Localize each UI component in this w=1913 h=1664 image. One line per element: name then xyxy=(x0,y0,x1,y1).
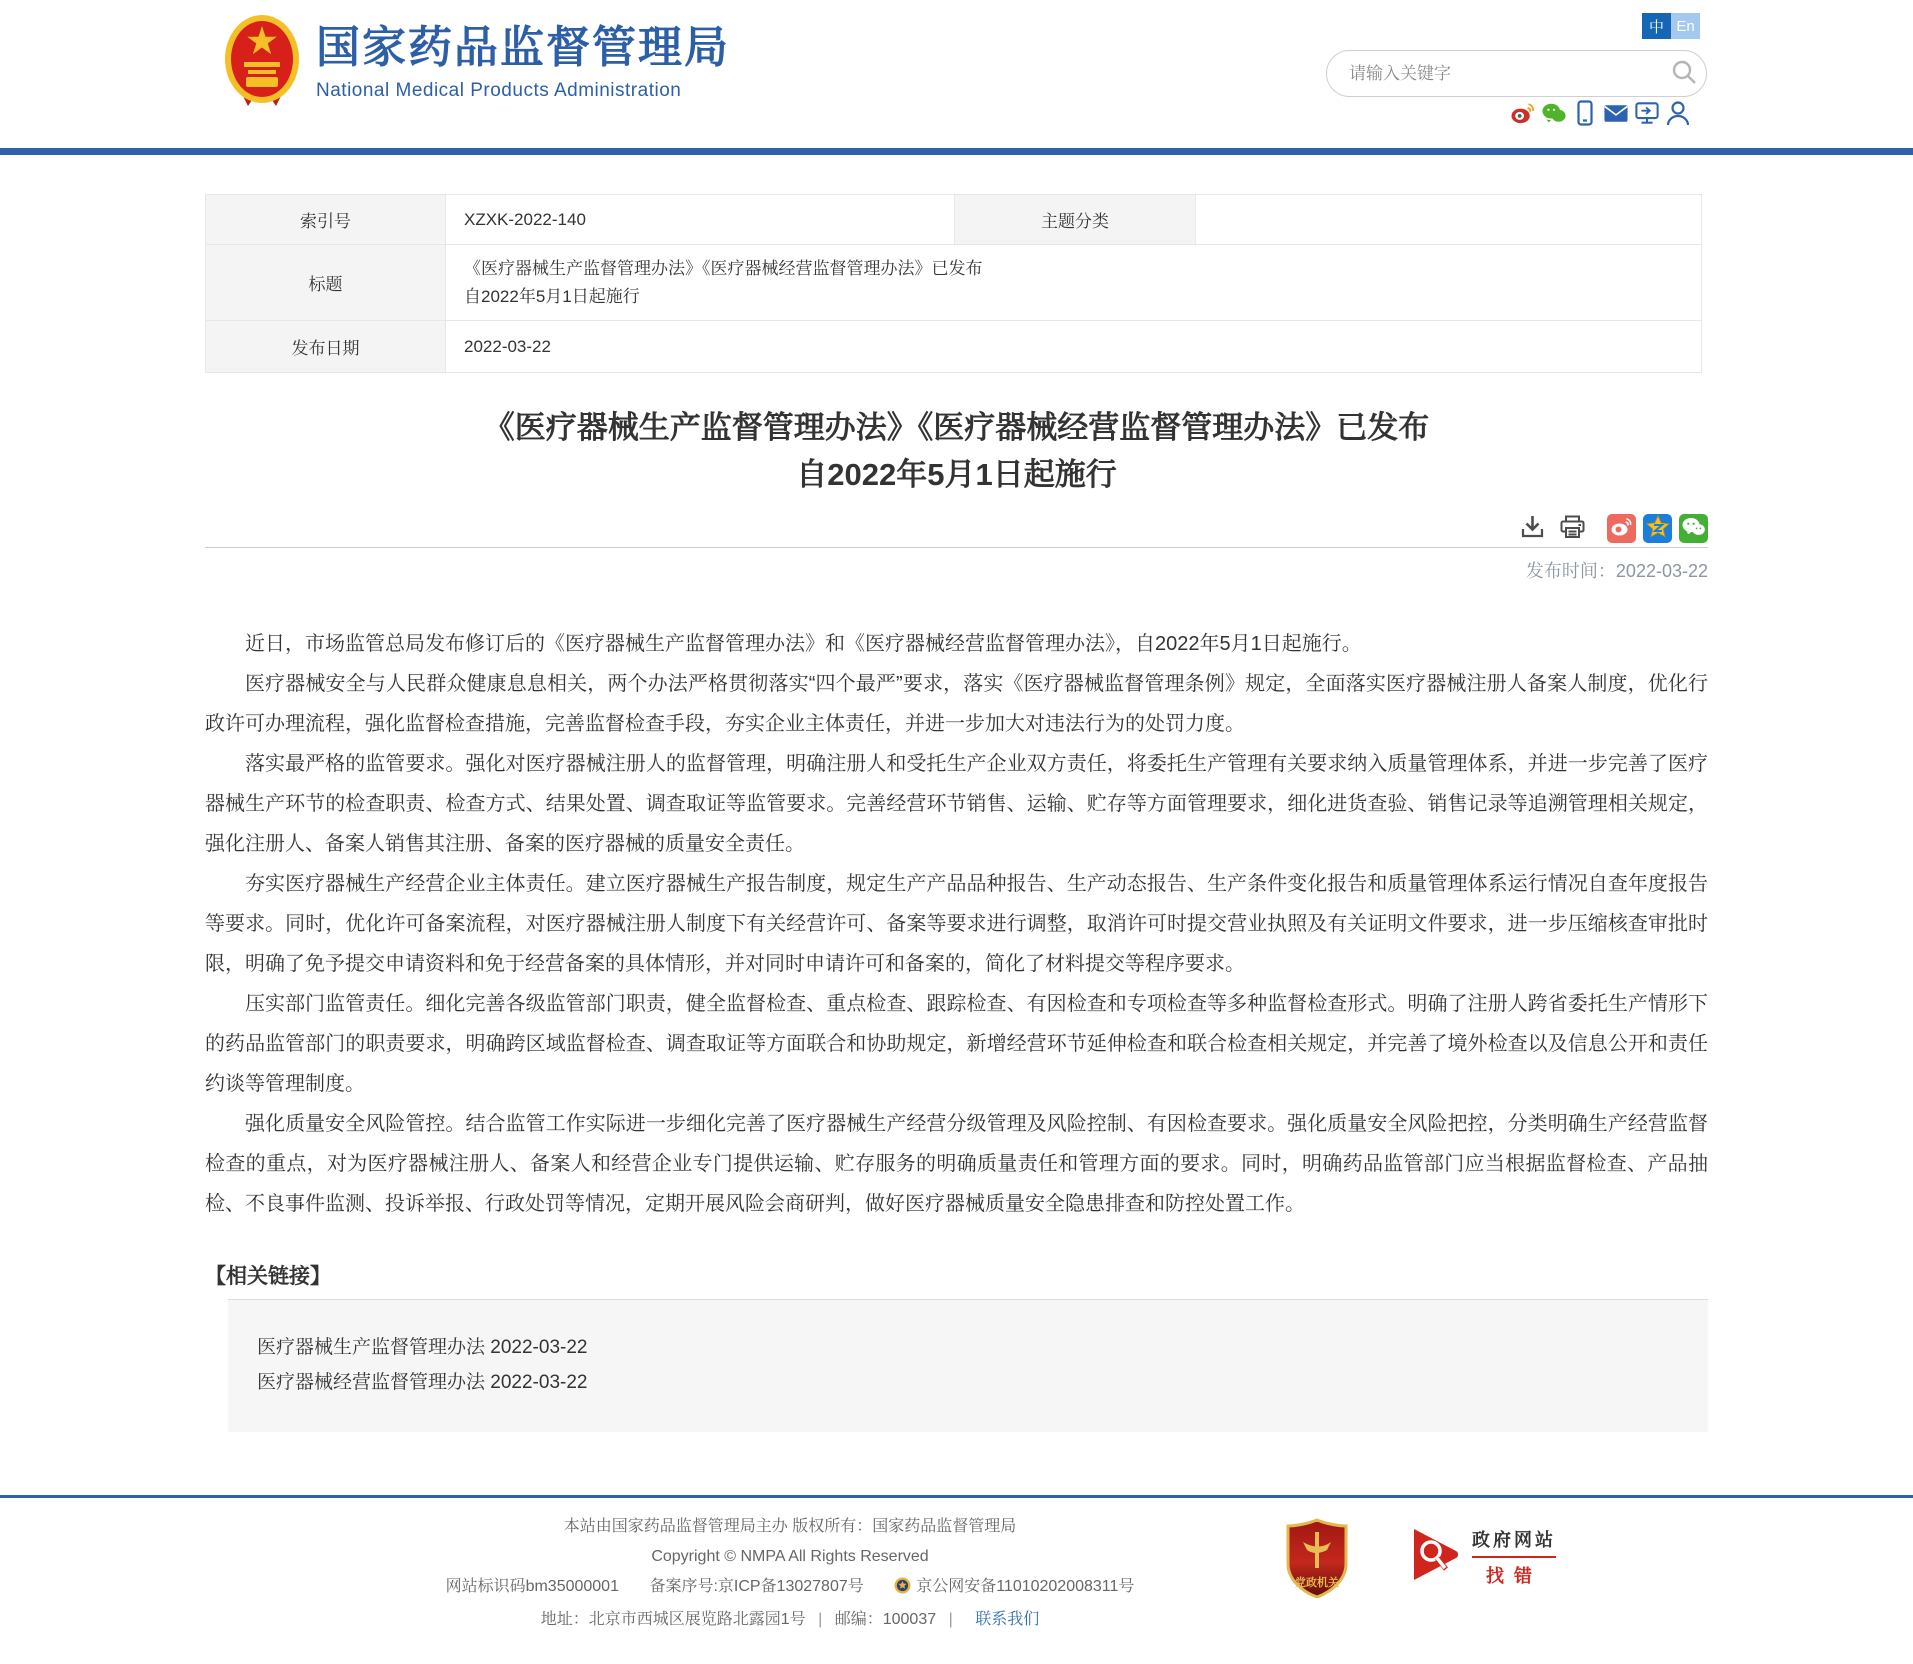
search-box xyxy=(1326,50,1707,97)
separator: | xyxy=(818,1611,823,1628)
meta-label-date: 发布日期 xyxy=(206,321,446,373)
lang-zh-button[interactable]: 中 xyxy=(1642,13,1671,39)
meta-label-index: 索引号 xyxy=(206,195,446,245)
badge-dangzheng-text: 党政机关 xyxy=(1295,1577,1339,1589)
share-wechat-button[interactable] xyxy=(1679,514,1708,543)
site-code: 网站标识码bm35000001 xyxy=(445,1578,619,1595)
paragraph: 强化质量安全风险管控。结合监管工作实际进一步细化完善了医疗器械生产经营分级管理及风险控制、有因检查要求。强化质量安全风险把控，分类明确生产经营监督检查的重点，对为医疗器械注册人、备案人和经营企业专门提供运输、贮存服务的明确质量责任和管理方面的要求。同时，明确药品监管部门应当根据监督检查、产品抽检、不良事件监测、投诉举报、行政处罚等情况，定期开展风险会商研判，做好医疗器械质量安全隐患排查和防控处置工作。 xyxy=(205,1113,1708,1215)
meta-value-date: 2022-03-22 xyxy=(446,321,1702,373)
related-links-heading: 【相关链接】 xyxy=(205,1265,331,1288)
search-input[interactable] xyxy=(1349,64,1662,84)
printer-icon xyxy=(1560,515,1585,542)
footer-postcode: 邮编：100037 xyxy=(834,1611,937,1628)
download-button[interactable] xyxy=(1521,515,1544,542)
lang-en-button[interactable]: En xyxy=(1671,13,1700,39)
mail-icon[interactable] xyxy=(1604,100,1628,126)
search-icon xyxy=(1671,59,1697,88)
footer-host-line: 本站由国家药品监督管理局主办 版权所有：国家药品监督管理局 xyxy=(563,1518,1017,1535)
search-button[interactable] xyxy=(1662,51,1706,96)
meta-value-category xyxy=(1196,195,1702,245)
page-title-line2: 自2022年5月1日起施行 xyxy=(796,457,1117,492)
footer-address: 地址：北京市西城区展览路北露园1号 xyxy=(540,1611,806,1628)
meta-value-index: XZXK-2022-140 xyxy=(446,195,955,245)
related-links-panel xyxy=(228,1299,1708,1432)
wechat-icon[interactable] xyxy=(1542,100,1566,126)
footer-text-block xyxy=(205,1498,1375,1635)
find-error-line2: 找错 xyxy=(1486,1566,1542,1586)
meta-label-category: 主题分类 xyxy=(955,195,1196,245)
publish-time xyxy=(205,557,1708,583)
download-icon xyxy=(1521,515,1544,542)
footer-registration-line xyxy=(205,1572,1375,1605)
title-divider xyxy=(205,547,1708,548)
meta-title-line2: 自2022年5月1日起施行 xyxy=(464,286,640,306)
footer-address-line xyxy=(205,1605,1375,1635)
main-content xyxy=(205,194,1708,1432)
related-link[interactable]: 医疗器械生产监督管理办法 2022-03-22 xyxy=(257,1337,588,1358)
related-link[interactable]: 医疗器械经营监督管理办法 2022-03-22 xyxy=(257,1372,588,1393)
contact-us-link[interactable]: 联系我们 xyxy=(975,1611,1040,1628)
icp-number: 备案序号:京ICP备13027807号 xyxy=(649,1578,864,1595)
gov-site-find-error-badge[interactable] xyxy=(1410,1526,1556,1588)
meta-title-line1: 《医疗器械生产监督管理办法》《医疗器械经营监督管理办法》已发布 xyxy=(464,258,983,278)
document-meta-table xyxy=(205,194,1702,373)
qzone-star-icon xyxy=(1646,515,1670,541)
table-row xyxy=(206,195,1702,245)
meta-label-title: 标题 xyxy=(206,245,446,321)
article-toolbar xyxy=(205,513,1708,543)
find-error-text xyxy=(1472,1526,1556,1588)
site-title: 国家药品监督管理局 xyxy=(316,23,730,72)
print-button[interactable] xyxy=(1560,515,1585,542)
separator: | xyxy=(948,1611,953,1628)
table-row xyxy=(206,321,1702,373)
table-row xyxy=(206,245,1702,321)
page-title xyxy=(205,404,1708,498)
wechat-share-icon xyxy=(1682,517,1705,539)
weibo-share-icon xyxy=(1611,518,1632,539)
find-error-flag-icon xyxy=(1410,1527,1462,1588)
paragraph: 近日，市场监管总局发布修订后的《医疗器械生产监督管理办法》和《医疗器械经营监督管理办法》，自2022年5月1日起施行。 xyxy=(245,633,1362,655)
site-logo[interactable] xyxy=(224,14,730,117)
find-error-line1: 政府网站 xyxy=(1472,1526,1556,1558)
publish-time-value: 2022-03-22 xyxy=(1615,561,1708,581)
footer-copyright-line: Copyright © NMPA All Rights Reserved xyxy=(651,1548,929,1565)
national-emblem-icon xyxy=(224,14,300,117)
article-body xyxy=(205,624,1708,1224)
police-record-link[interactable]: 京公网安备11010202008311号 xyxy=(916,1578,1135,1595)
paragraph: 落实最严格的监管要求。强化对医疗器械注册人的监督管理，明确注册人和受托生产企业双方责任，将委托生产管理有关要求纳入质量管理体系，并进一步完善了医疗器械生产环节的检查职责、检查方式、结果处置、调查取证等监管要求。完善经营环节销售、运输、贮存等方面管理要求，细化进货查验、销售记录等追溯管理相关规定，强化注册人、备案人销售其注册、备案的医疗器械的质量安全责任。 xyxy=(205,753,1708,855)
page-title-line1: 《医疗器械生产监督管理办法》《医疗器械经营监督管理办法》已发布 xyxy=(483,410,1430,445)
site-subtitle: National Medical Products Administration xyxy=(316,79,682,101)
share-weibo-button[interactable] xyxy=(1607,514,1636,543)
police-badge-icon xyxy=(894,1575,911,1605)
paragraph: 压实部门监管责任。细化完善各级监管部门职责，健全监督检查、重点检查、跟踪检查、有因检查和专项检查等多种监督检查形式。明确了注册人跨省委托生产情形下的药品监管部门的职责要求，明确跨区域监督检查、调查取证等方面联合和协助规定，新增经营环节延伸检查和联合检查相关规定，并完善了境外检查以及信息公开和责任约谈等管理制度。 xyxy=(205,993,1708,1095)
client-icon[interactable] xyxy=(1635,100,1659,126)
site-header xyxy=(0,0,1913,148)
mobile-icon[interactable] xyxy=(1573,100,1597,126)
page-footer xyxy=(0,1495,1913,1664)
header-quick-links xyxy=(1511,100,1690,126)
weibo-icon[interactable] xyxy=(1511,100,1535,126)
paragraph: 夯实医疗器械生产经营企业主体责任。建立医疗器械生产报告制度，规定生产产品品种报告、生产动态报告、生产条件变化报告和质量管理体系运行情况自查年度报告等要求。同时，优化许可备案流程，对医疗器械注册人制度下有关经营许可、备案等要求进行调整，取消许可时提交营业执照及有关证明文件要求，进一步压缩核查审批时限，明确了免予提交申请资料和免于经营备案的具体情形，并对同时申请许可和备案的，简化了材料提交等程序要求。 xyxy=(205,873,1708,975)
party-government-badge[interactable] xyxy=(1285,1518,1349,1603)
share-qzone-button[interactable] xyxy=(1643,514,1672,543)
user-icon[interactable] xyxy=(1666,100,1690,126)
header-divider-bar xyxy=(0,148,1913,155)
publish-time-label: 发布时间： xyxy=(1525,561,1616,581)
meta-value-title xyxy=(446,245,1702,321)
language-switch xyxy=(1642,13,1700,39)
paragraph: 医疗器械安全与人民群众健康息息相关，两个办法严格贯彻落实“四个最严”要求，落实《医疗器械监督管理条例》规定，全面落实医疗器械注册人备案人制度，优化行政许可办理流程，强化监督检查措施，完善监督检查手段，夯实企业主体责任，并进一步加大对违法行为的处罚力度。 xyxy=(205,673,1708,735)
